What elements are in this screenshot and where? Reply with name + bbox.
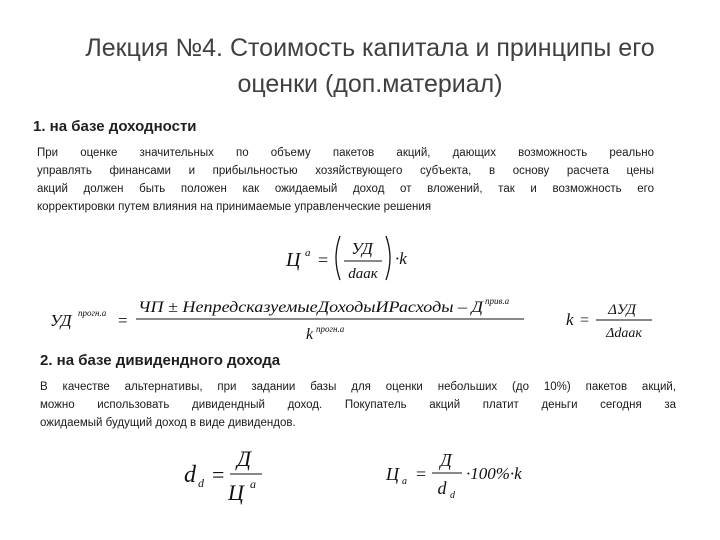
formula-coefficient bbox=[562, 294, 672, 346]
formula-numerator: ΔУД bbox=[608, 302, 636, 318]
formula-lhs: Ц bbox=[286, 249, 301, 271]
formula-forecast-dividend bbox=[48, 292, 538, 348]
formula-denominator-superscript: а bbox=[250, 477, 256, 491]
formula-right-paren bbox=[386, 236, 390, 280]
formula-equals: = bbox=[416, 464, 427, 484]
paragraph-line: можно использовать дивидендный доход. Покупатель акций платит деньги сегодня за bbox=[40, 399, 676, 411]
formula-numerator: Д bbox=[237, 446, 251, 471]
paragraph-line: При оценке значительных по объему пакетов акций, дающих возможность реально bbox=[37, 147, 654, 159]
section-2-paragraph bbox=[40, 378, 676, 432]
formula-denominator: Δdаак bbox=[606, 326, 642, 341]
slide-title bbox=[40, 30, 700, 102]
section-1-heading: 1. на базе доходности bbox=[33, 118, 197, 135]
paragraph-line: ожидаемый будущий доход в виде дивидендов. bbox=[40, 417, 296, 429]
formula-lhs-subscript: d bbox=[198, 476, 204, 490]
formula-denominator: k bbox=[306, 326, 314, 343]
formula-numerator: Д bbox=[440, 450, 452, 470]
formula-numerator: ЧП ± НепредсказуемыеДоходыИРасходы – Д bbox=[138, 299, 484, 316]
formula-denominator: dаак bbox=[348, 266, 378, 282]
formula-lhs: Ц bbox=[386, 464, 399, 484]
formula-equals: = bbox=[118, 311, 128, 330]
formula-numerator: УД bbox=[351, 239, 373, 258]
formula-lhs: d bbox=[184, 462, 196, 488]
section-2-heading: 2. на базе дивидендного дохода bbox=[40, 352, 281, 369]
formula-lhs: k bbox=[566, 310, 574, 329]
formula-lhs-superscript: прогн.а bbox=[78, 308, 107, 318]
formula-denominator-superscript: прогн.а bbox=[316, 324, 345, 334]
formula-denominator: Ц bbox=[228, 480, 244, 505]
formula-multiplier: ·k bbox=[395, 249, 407, 268]
formula-equals: = bbox=[212, 462, 225, 487]
formula-equals: = bbox=[580, 312, 590, 329]
formula-price-from-dividend bbox=[382, 446, 562, 504]
paragraph-line: управлять финансами и прибыльностью хозяйствующего субъекта, в основу расчета цены bbox=[37, 165, 654, 177]
paragraph-line: корректировки путем влияния на принимаемые управленческие решения bbox=[37, 201, 432, 213]
formula-equals: = bbox=[318, 250, 329, 270]
paragraph-line: В качестве альтернативы, при задании базы для оценки небольших (до 10%) пакетов акций, bbox=[40, 381, 676, 393]
formula-numerator-superscript: прив.а bbox=[485, 296, 510, 306]
title-line-1: Лекция №4. Стоимость капитала и принципы его bbox=[85, 34, 655, 62]
formula-left-paren bbox=[336, 236, 340, 280]
formula-lhs-subscript: а bbox=[402, 476, 407, 487]
formula-multiplier: ·100%·k bbox=[466, 464, 522, 483]
formula-lhs: УД bbox=[50, 311, 72, 330]
section-1-paragraph bbox=[37, 144, 654, 216]
title-line-2: оценки (доп.материал) bbox=[237, 70, 503, 98]
formula-denominator: d bbox=[437, 478, 447, 498]
formula-denominator-subscript: d bbox=[450, 490, 455, 501]
paragraph-line: акций должен быть положен как ожидаемый доход от вложений, так и возможность его bbox=[37, 183, 654, 195]
formula-share-price bbox=[280, 228, 420, 288]
formula-dividend-yield bbox=[178, 438, 288, 508]
formula-lhs-superscript: а bbox=[305, 247, 311, 259]
